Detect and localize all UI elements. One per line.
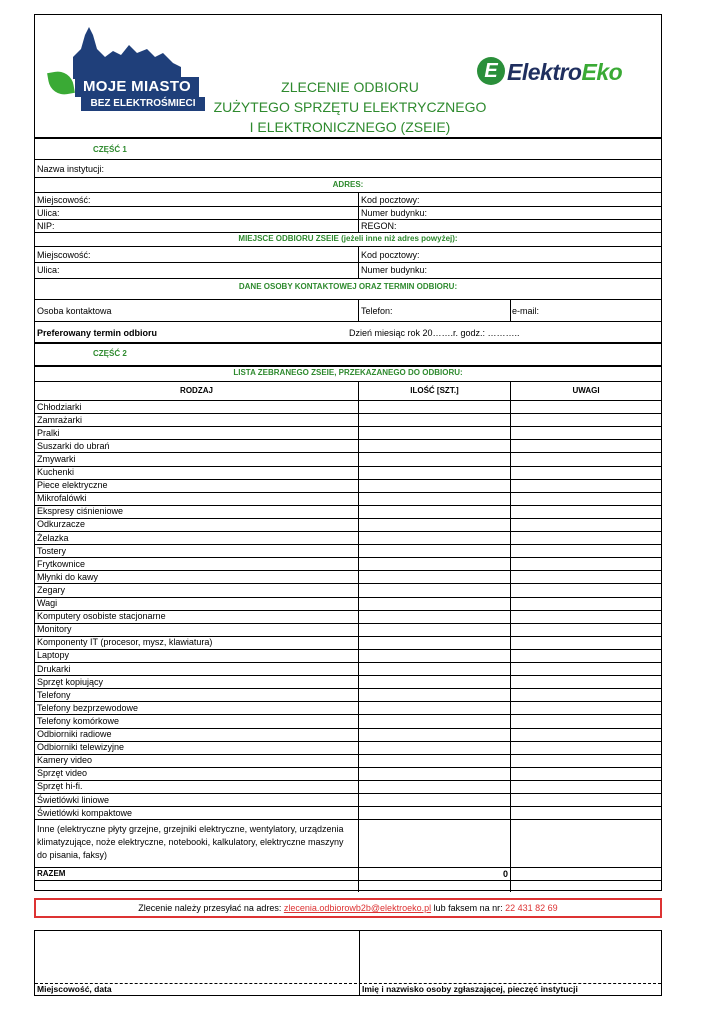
total-label: RAZEM xyxy=(37,869,66,879)
row-divider xyxy=(35,767,661,768)
item-label: Mikrofalówki xyxy=(37,493,87,504)
item-label: Tostery xyxy=(37,545,67,556)
place-date-label: Miejscowość, data xyxy=(37,984,112,994)
row-divider xyxy=(35,570,661,571)
item-label: Odbiorniki telewizyjne xyxy=(37,742,125,753)
item-label: Kamery video xyxy=(37,755,93,766)
city-label: Miejscowość: xyxy=(37,195,91,205)
preferred-date-value: Dzień miesiąc rok 20…….r. godz.: ……….. xyxy=(349,328,520,338)
pickup-street-label: Ulica: xyxy=(37,265,60,275)
row-divider xyxy=(35,426,661,427)
title-line-3: I ELEKTRONICZNEGO (ZSEIE) xyxy=(249,119,451,135)
institution-label: Nazwa instytucji: xyxy=(37,164,105,174)
other-items-label: Inne (elektryczne płyty grzejne, grzejniki elektryczne, wentylatory, urządzenia xyxy=(37,824,344,835)
item-label: Monitory xyxy=(37,624,72,635)
divider xyxy=(35,159,661,160)
row-divider xyxy=(35,780,661,781)
other-items-label: do pisania, faksy) xyxy=(37,850,108,861)
logo-eko: Eko xyxy=(581,59,623,85)
item-label: Świetlówki kompaktowe xyxy=(37,807,133,818)
item-label: Telefony bezprzewodowe xyxy=(37,702,139,713)
row-divider xyxy=(35,649,661,650)
part2-heading: CZĘŚĆ 2 xyxy=(93,349,127,358)
phone-label: Telefon: xyxy=(361,306,393,316)
pickup-building-label: Numer budynku: xyxy=(361,265,428,275)
row-divider xyxy=(35,466,661,467)
divider xyxy=(35,262,661,263)
row-divider xyxy=(35,557,661,558)
row-divider xyxy=(35,413,661,414)
item-label: Zmywarki xyxy=(37,453,76,464)
divider xyxy=(35,192,661,193)
total-value: 0 xyxy=(502,869,508,880)
title-line-2: ZUŻYTEGO SPRZĘTU ELEKTRYCZNEGO xyxy=(213,99,487,115)
item-label: Komputery osobiste stacjonarne xyxy=(37,611,166,622)
pickup-city-label: Miejscowość: xyxy=(37,250,91,260)
elektroeko-logo xyxy=(477,55,652,89)
row-divider xyxy=(35,544,661,545)
fax-number: 22 431 82 69 xyxy=(505,903,558,913)
castle-icon xyxy=(67,27,187,79)
form-frame xyxy=(34,14,662,891)
item-label: Laptopy xyxy=(37,650,70,661)
divider xyxy=(35,246,661,247)
row-divider xyxy=(35,675,661,676)
divider xyxy=(510,299,511,321)
pickup-heading: MIEJSCE ODBIORU ZSEIE (jeżeli inne niż adres powyżej): xyxy=(238,234,458,243)
item-label: Piece elektryczne xyxy=(37,480,108,491)
item-label: Telefony komórkowe xyxy=(37,715,120,726)
postal-code-label: Kod pocztowy: xyxy=(361,195,420,205)
order-email-link[interactable]: zlecenia.odbiorowb2b@elektroeko.pl xyxy=(283,903,432,913)
item-label: Żelazka xyxy=(37,532,69,543)
part1-heading: CZĘŚĆ 1 xyxy=(93,145,127,154)
list-heading: LISTA ZEBRANEGO ZSEIE, PRZEKAZANEGO DO ODBIORU: xyxy=(233,368,463,377)
row-divider xyxy=(35,793,661,794)
row-divider xyxy=(35,662,661,663)
submission-note xyxy=(34,898,662,918)
email-label: e-mail: xyxy=(512,306,540,316)
row-divider xyxy=(35,714,661,715)
signature-box xyxy=(34,930,662,996)
item-label: Komponenty IT (procesor, mysz, klawiatura) xyxy=(37,637,213,648)
divider xyxy=(35,342,661,344)
item-label: Zegary xyxy=(37,584,66,595)
divider xyxy=(35,400,661,401)
divider xyxy=(35,206,661,207)
street-label: Ulica: xyxy=(37,208,60,218)
row-divider xyxy=(35,439,661,440)
divider xyxy=(35,137,661,139)
item-label: Sprzęt hi-fi. xyxy=(37,781,83,792)
divider xyxy=(35,177,661,178)
item-label: Odkurzacze xyxy=(37,519,86,530)
divider xyxy=(358,299,359,321)
row-divider xyxy=(35,531,661,532)
signature-divider xyxy=(359,931,360,995)
column-divider xyxy=(510,381,511,892)
row-divider xyxy=(35,492,661,493)
elektroeko-e-icon: E xyxy=(477,57,505,85)
pickup-postal-label: Kod pocztowy: xyxy=(361,250,420,260)
row-divider xyxy=(35,754,661,755)
col-notes-header: UWAGI xyxy=(572,386,600,395)
form-title xyxy=(205,77,495,137)
divider xyxy=(358,192,359,232)
contact-heading: DANE OSOBY KONTAKTOWEJ ORAZ TERMIN ODBIORU: xyxy=(238,282,458,291)
regon-label: REGON: xyxy=(361,221,397,231)
row-divider xyxy=(35,583,661,584)
signer-label: Imię i nazwisko osoby zgłaszającej, pieczęć instytucji xyxy=(362,984,578,994)
item-label: Chłodziarki xyxy=(37,401,82,412)
logo-moje-miasto: MOJE MIASTO xyxy=(75,77,199,97)
divider xyxy=(35,219,661,220)
item-label: Kuchenki xyxy=(37,467,75,477)
logo-bez-elektrosmieci: BEZ ELEKTROŚMIECI xyxy=(81,97,205,111)
row-divider xyxy=(35,452,661,453)
item-label: Telefony xyxy=(37,689,71,700)
note-middle: lub faksem na nr: xyxy=(431,903,506,913)
preferred-date-label: Preferowany termin odbioru xyxy=(37,328,158,338)
divider xyxy=(35,299,661,300)
contact-person-label: Osoba kontaktowa xyxy=(37,306,112,316)
row-divider xyxy=(35,867,661,868)
title-line-1: ZLECENIE ODBIORU xyxy=(281,79,419,95)
col-qty-header: ILOŚĆ [SZT.] xyxy=(410,386,459,395)
row-divider xyxy=(35,688,661,689)
item-label: Suszarki do ubrań xyxy=(37,440,110,451)
row-divider xyxy=(35,728,661,729)
divider xyxy=(35,381,661,382)
row-divider xyxy=(35,505,661,506)
divider xyxy=(35,278,661,279)
item-label: Sprzęt kopiujący xyxy=(37,676,104,687)
divider xyxy=(35,321,661,322)
row-divider xyxy=(35,597,661,598)
note-prefix: Zlecenie należy przesyłać na adres: xyxy=(138,903,284,913)
item-label: Pralki xyxy=(37,427,60,438)
row-divider xyxy=(35,741,661,742)
row-divider xyxy=(35,479,661,480)
col-type-header: RODZAJ xyxy=(180,386,213,395)
divider xyxy=(358,246,359,278)
item-label: Wagi xyxy=(37,598,58,608)
item-label: Drukarki xyxy=(37,663,71,674)
item-label: Zamrażarki xyxy=(37,414,83,425)
item-label: Ekspresy ciśnieniowe xyxy=(37,506,124,517)
other-items-label: klimatyzujące, noże elektryczne, notebooki, kalkulatory, elektryczne maszyny xyxy=(37,837,344,848)
row-divider xyxy=(35,819,661,820)
row-divider xyxy=(35,880,661,881)
address-heading: ADRES: xyxy=(332,180,364,189)
row-divider xyxy=(35,518,661,519)
item-label: Frytkownice xyxy=(37,558,86,569)
nip-label: NIP: xyxy=(37,221,55,231)
item-label: Świetlówki liniowe xyxy=(37,794,110,805)
item-label: Odbiorniki radiowe xyxy=(37,729,112,739)
row-divider xyxy=(35,623,661,624)
logo-elektro: Elektro xyxy=(507,59,582,85)
item-label: Sprzęt video xyxy=(37,768,88,779)
moje-miasto-logo xyxy=(45,27,205,117)
building-number-label: Numer budynku: xyxy=(361,208,428,218)
item-label: Młynki do kawy xyxy=(37,571,99,582)
column-divider xyxy=(358,381,359,892)
